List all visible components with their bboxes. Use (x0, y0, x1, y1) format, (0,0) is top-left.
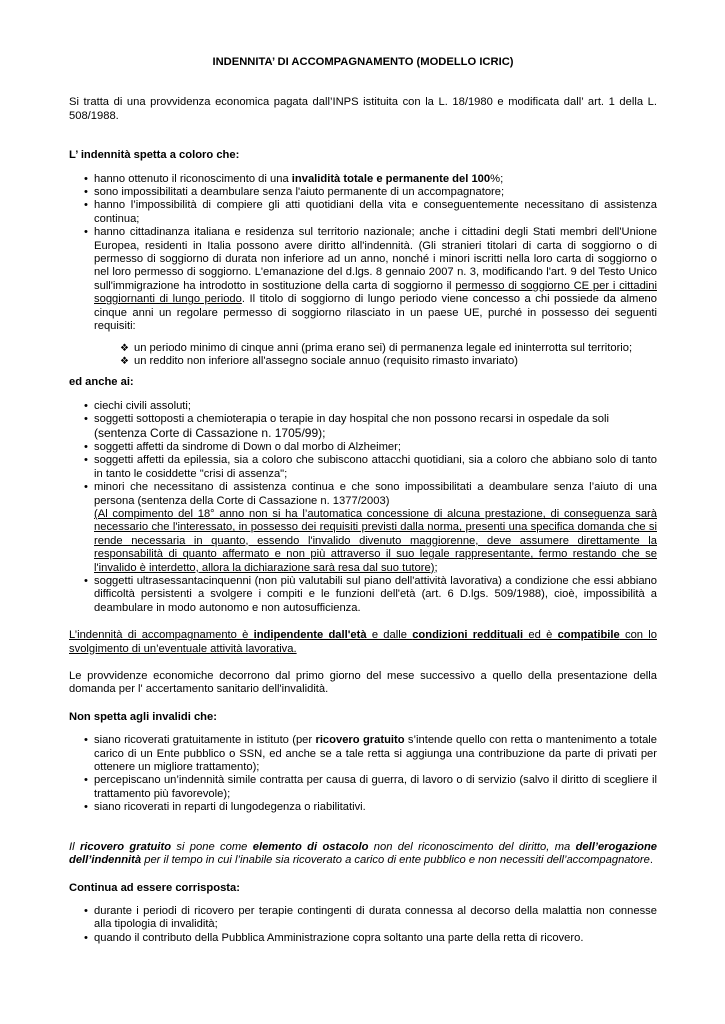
requirements-list (94, 342, 657, 369)
not-eligible-list (69, 734, 657, 814)
list-item: • soggetti sottoposti a chemioterapia o terapie in day hospital che non possono recarsi in ospedale da soli (sentenza Corte di Cassazione n. 1705/99); (69, 413, 657, 441)
list-item: • soggetti affetti da epilessia, sia a coloro che subiscono attacchi quotidiani, sia a coloro che abbiano solo di tanto in tanto le cosiddette "crisi di assenza"; (69, 454, 657, 481)
section-heading-anche: ed anche ai: (69, 376, 134, 389)
list-item: • siano ricoverati in reparti di lungodegenza o riabilitativi. (69, 801, 657, 814)
document-page (69, 56, 657, 945)
document-title: INDENNITA’ DI ACCOMPAGNAMENTO (MODELLO ICRIC) (212, 56, 514, 68)
underlined-note: (Al compimento del 18° anno non si ha l’automatica concessione di alcuna prestazione, di conseguenza sarà necessario che l'interessato, in possesso dei requisiti previsti dalla norma, presenti una specifica domanda che si rende necessaria in quanto, essendo l'invalido divenuto maggiorenne, deve assumere direttamente la responsabilità di quanto affermato e non più attraverso il suo legale rappresentante, fermo restando che se l'invalido è interdetto, allora la dichiarazione sarà resa dal suo tutore); (94, 507, 657, 574)
list-item: • soggetti ultrasessantacinquenni (non più valutabili sul piano dell'attività lavorativa) a condizione che essi abbiano difficoltà persistenti a svolgere i compiti e le funzioni dell'età (art. 6 D.lgs. 509/1988), cioè, impossibilità a deambulare in modo autonomo e non autosufficienza. (69, 575, 657, 615)
requirement-item: ❖ un reddito non inferiore all'assegno sociale annuo (requisito rimasto invariato) (94, 355, 657, 368)
list-item: • sono impossibilitati a deambulare senza l'aiuto permanente di un accompagnatore; (69, 186, 657, 199)
list-item: • durante i periodi di ricovero per terapie contingenti di durata connessa al decorso della malattia non connesse alla tipologia di invalidità; (69, 905, 657, 932)
list-item: • minori che necessitano di assistenza continua e che sono impossibilitati a deambulare senza l’aiuto di una persona (sentenza della Corte di Cassazione n. 1377/2003) (Al compimento del 18° anno non si ha l’automatica concessione di alcuna prestazione, di conseguenza sarà necessario che l'interessato, in possesso dei requisiti previsti dalla norma, presenti una specifica domanda che si rende necessaria in quanto, essendo l'invalido divenuto maggiorenne, deve assumere direttamente la responsabilità di quanto affermato e non più attraverso il suo legale rappresentante, fermo restando che se l'invalido è interdetto, allora la dichiarazione sarà resa dal suo tutore); (69, 481, 657, 575)
decorrenza-paragraph: Le provvidenze economiche decorrono dal primo giorno del mese successivo a quello della presentazione della domanda per l' accertamento sanitario dell'invalidità. (69, 670, 657, 696)
section-heading-non-spetta: Non spetta agli invalidi che: (69, 710, 217, 723)
continues-list (69, 905, 657, 945)
independence-paragraph: L’indennità di accompagnamento è indipendente dall'età e dalle condizioni reddituali ed è compatibile con lo svolgimento di un’eventuale attività lavorativa. (69, 629, 657, 655)
eligibility-list (69, 173, 657, 369)
list-item: • hanno ottenuto il riconoscimento di una invalidità totale e permanente del 100%; (69, 173, 657, 186)
list-item: • hanno cittadinanza italiana e residenza sul territorio nazionale; anche i cittadini degli Stati membri dell'Unione Europea, residenti in Italia possono avere diritto all'indennità. (Gli stranieri titolari di carta di soggiorno o di permesso di soggiorno di durata non inferiore ad un anno, nonché i minori iscritti nella loro carta di soggiorno o nel loro permesso di soggiorno. L'emanazione del d.lgs. 8 gennaio 2007 n. 3, modificando l'art. 9 del Testo Unico sull'immigrazione ha introdotto in sostituzione della carta di soggiorno il permesso di soggiorno CE per i cittadini soggiornanti di lungo periodo. Il titolo di soggiorno di lungo periodo viene concesso a chi possiede da almeno cinque anni un regolare permesso di soggiorno rilasciato in un paese UE, purché in possesso dei seguenti requisiti: ❖ un periodo minimo di cinque anni (prima erano sei) di permanenza legale ed ininterrotta sul territorio; ❖ un reddito non inferiore all'assegno sociale annuo (requisito rimasto invariato) (69, 226, 657, 368)
section-heading-continua: Continua ad essere corrisposta: (69, 881, 240, 894)
also-eligible-list (69, 400, 657, 616)
list-item: • soggetti affetti da sindrome di Down o dal morbo di Alzheimer; (69, 441, 657, 454)
list-item: • siano ricoverati gratuitamente in istituto (per ricovero gratuito s’intende quello con retta o mantenimento a totale carico di un Ente pubblico o SSN, ed anche se a tale retta si aggiunga una contribuzione da parte di privati per ottenere un migliore trattamento); (69, 734, 657, 774)
ricovero-paragraph: Il ricovero gratuito si pone come elemento di ostacolo non del riconoscimento del diritto, ma dell’erogazione dell’indennità per il tempo in cui l’inabile sia ricoverato a carico di ente pubblico e non necessiti dell’accompagnatore. (69, 840, 658, 867)
list-item: • quando il contributo della Pubblica Amministrazione copra soltanto una parte della retta di ricovero. (69, 932, 657, 945)
intro-paragraph: Si tratta di una provvidenza economica pagata dall’INPS istituita con la L. 18/1980 e modificata dall’ art. 1 della L. 508/1988. (69, 96, 657, 122)
list-item: • ciechi civili assoluti; (69, 400, 657, 413)
list-item: • percepiscano un’indennità simile contratta per causa di guerra, di lavoro o di servizio (salvo il diritto di scegliere il trattamento più favorevole); (69, 774, 657, 801)
requirement-item: ❖ un periodo minimo di cinque anni (prima erano sei) di permanenza legale ed ininterrotta sul territorio; (94, 342, 657, 355)
permesso-soggiorno-link[interactable]: permesso di soggiorno CE per i cittadini soggiornanti di lungo periodo (94, 279, 657, 306)
list-item: • hanno l’impossibilità di compiere gli atti quotidiani della vita e conseguentemente necessitano di assistenza continua; (69, 199, 657, 226)
section-heading-spetta: L’ indennità spetta a coloro che: (69, 149, 240, 162)
